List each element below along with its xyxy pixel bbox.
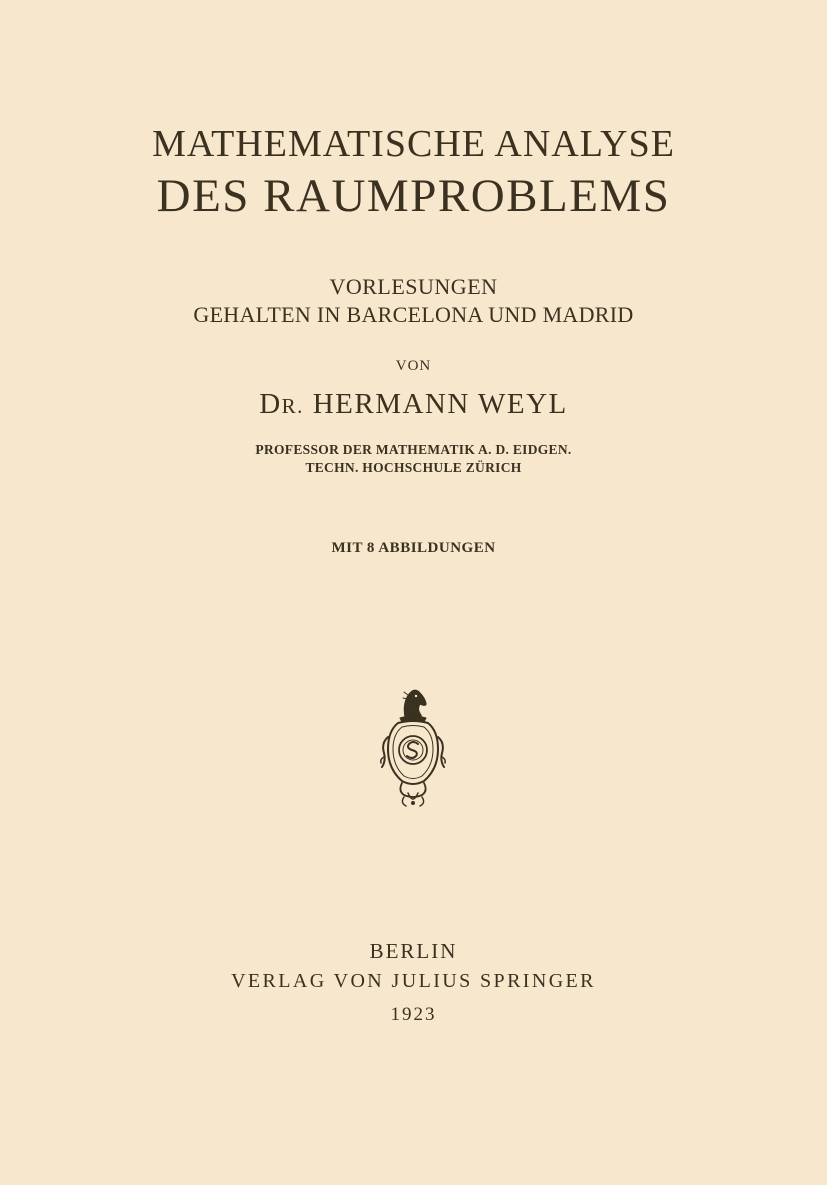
imprint-city: BERLIN — [369, 939, 458, 963]
illustrations-note: MIT 8 ABBILDUNGEN — [331, 540, 496, 556]
imprint-publisher: VERLAG VON JULIUS SPRINGER — [231, 970, 596, 992]
imprint-year: 1923 — [390, 1004, 437, 1025]
author-prefix-small: R. — [281, 394, 304, 418]
by-label: VON — [395, 358, 432, 374]
author-name — [0, 388, 827, 421]
springer-knight-emblem-icon — [378, 687, 448, 809]
author-affiliation-line-2: TECHN. HOCHSCHULE ZÜRICH — [305, 460, 522, 475]
title-line-1: MATHEMATISCHE ANALYSE — [152, 123, 675, 165]
author-full-name: HERMANN WEYL — [312, 388, 568, 420]
subtitle-line-2: GEHALTEN IN BARCELONA UND MADRID — [193, 302, 634, 327]
author-prefix-large: D — [259, 388, 282, 420]
subtitle-line-1: VORLESUNGEN — [329, 274, 498, 299]
author-affiliation-line-1: PROFESSOR DER MATHEMATIK A. D. EIDGEN. — [255, 442, 572, 457]
title-line-2: DES RAUMPROBLEMS — [156, 170, 671, 222]
